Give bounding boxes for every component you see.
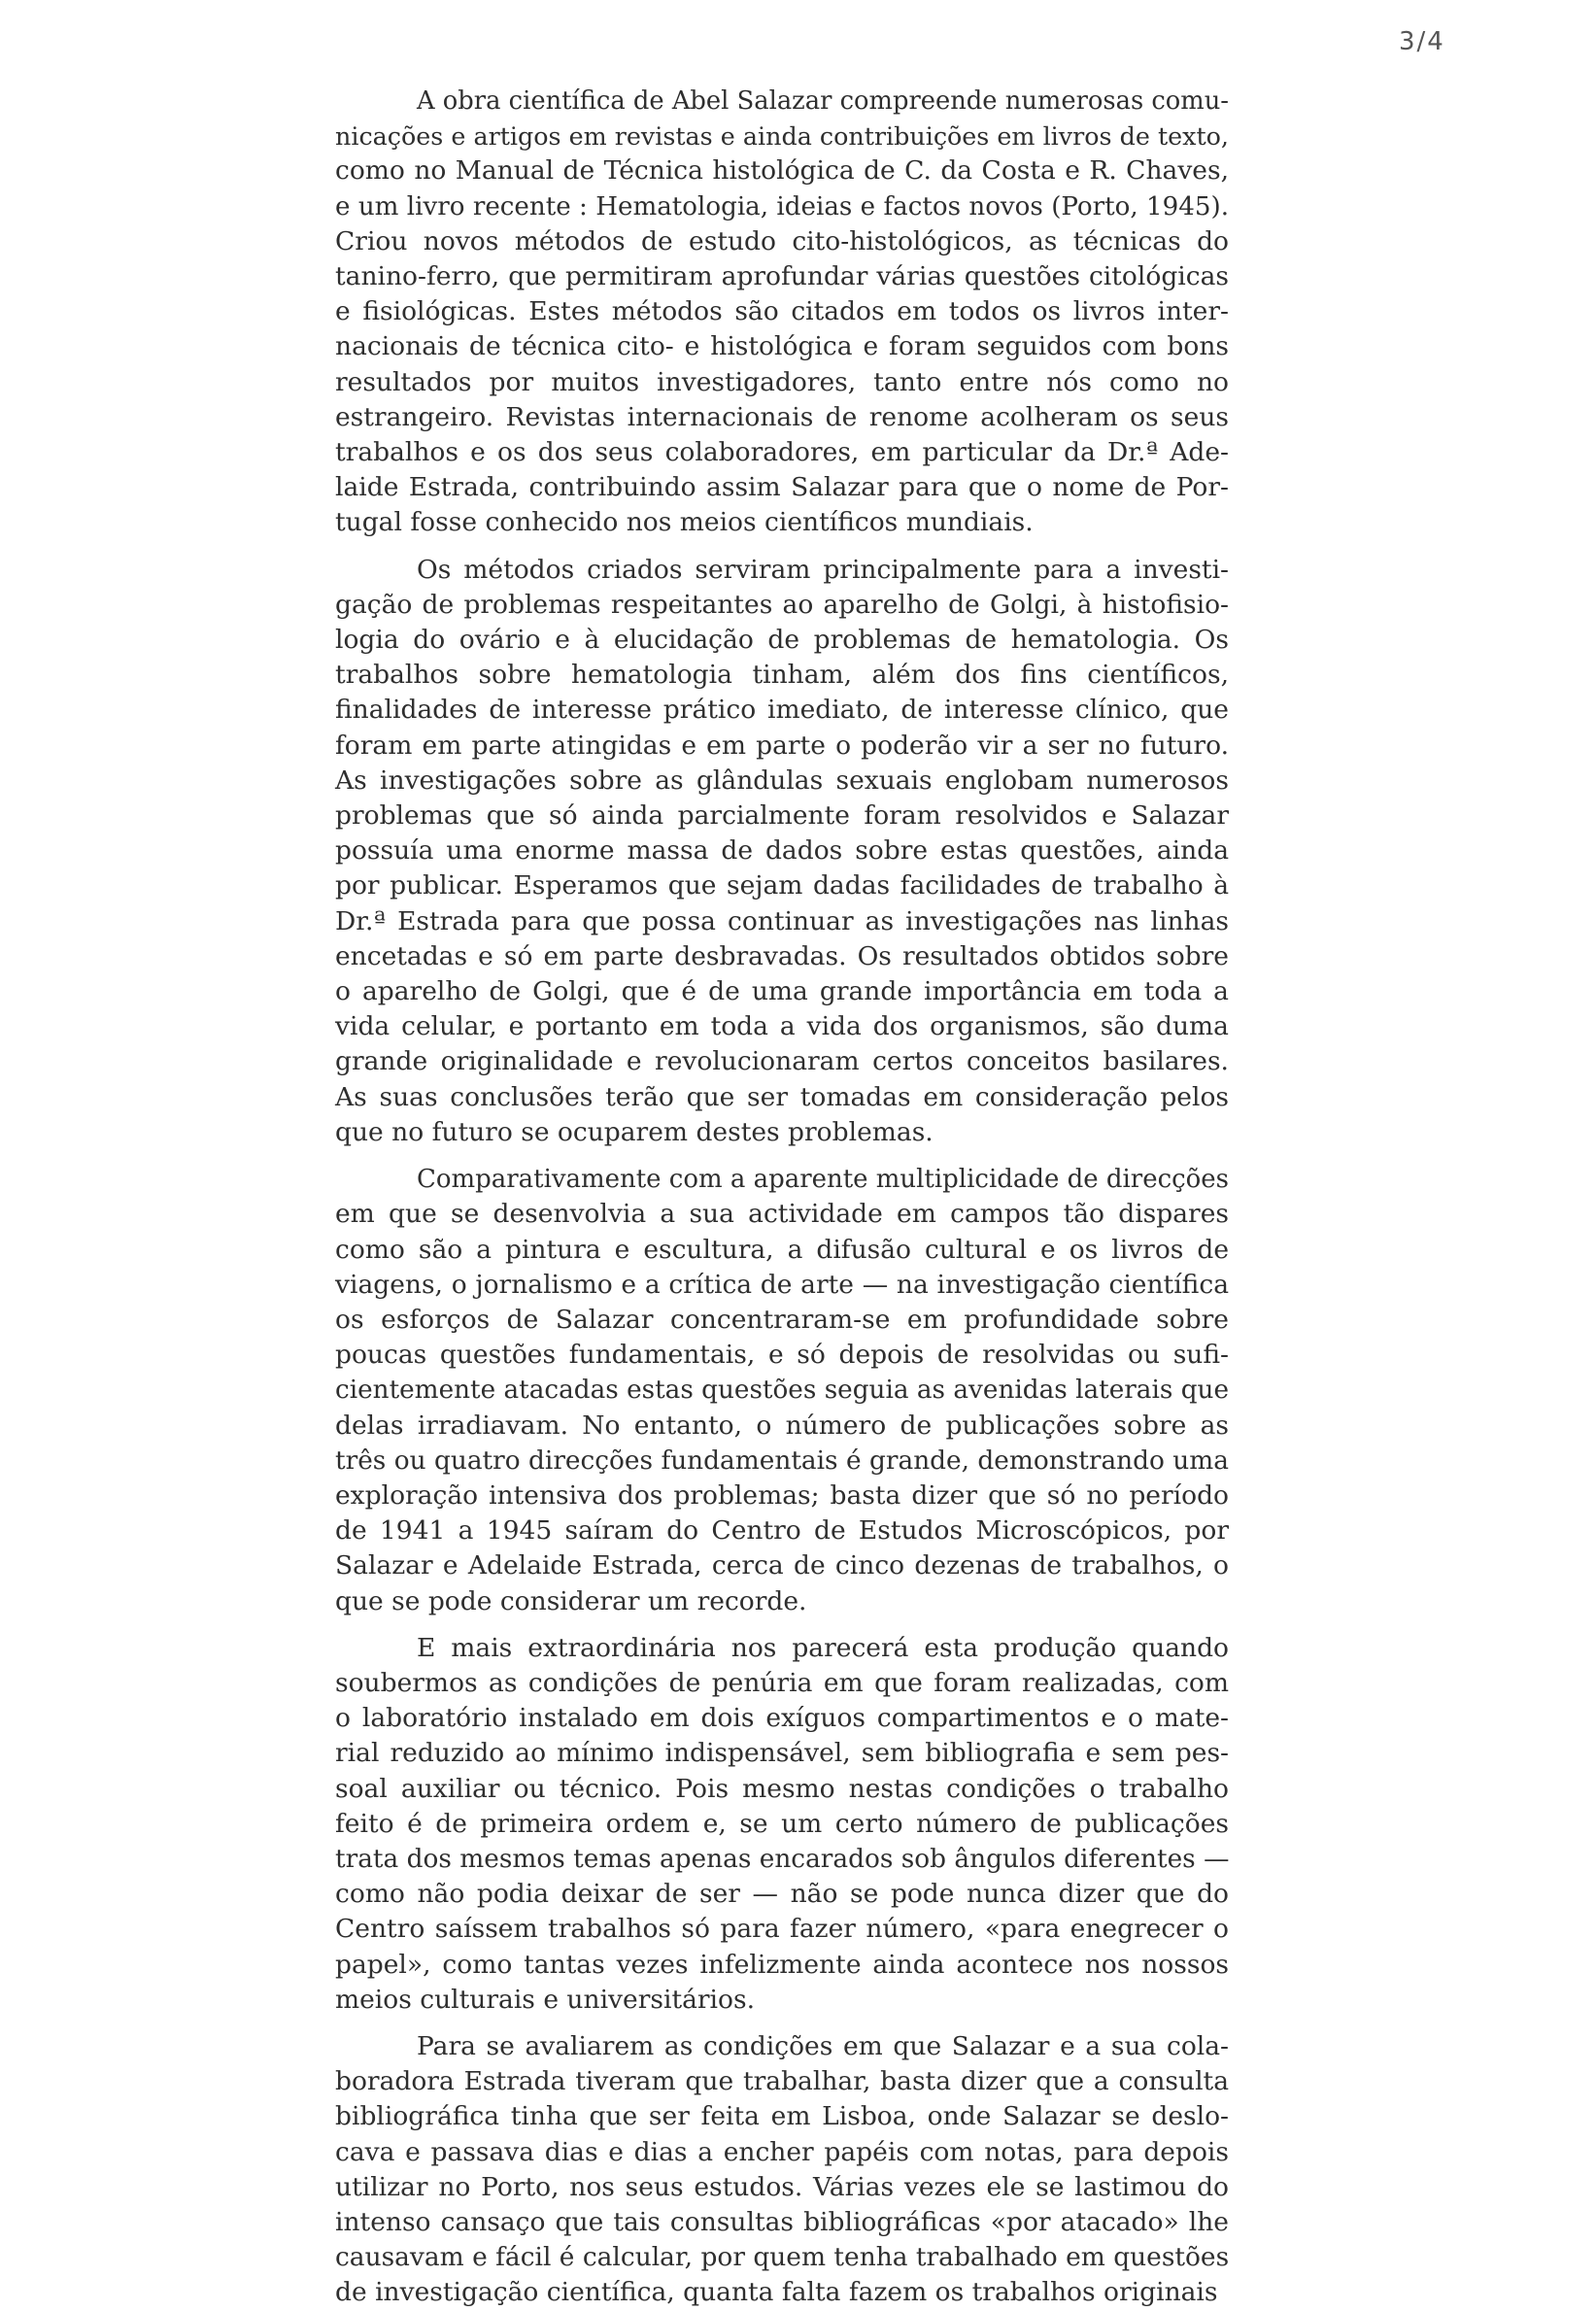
text-line: possuía uma enorme massa de dados sobre estas questões, ainda xyxy=(335,835,1229,867)
text-line: em que se desenvolvia a sua actividade em campos tão dispares xyxy=(335,1199,1229,1230)
paragraph xyxy=(335,1162,1229,1619)
text-line: delas irradiavam. No entanto, o número de publicações sobre as xyxy=(335,1410,1229,1441)
text-line: logia do ovário e à elucidação de problemas de hematologia. Os xyxy=(335,625,1229,656)
paragraph xyxy=(335,2029,1229,2311)
text-line: Dr.ª Estrada para que possa continuar as investigações nas linhas xyxy=(335,905,1229,936)
text-line: viagens, o jornalismo e a crítica de arte — na investigação científica xyxy=(335,1269,1229,1300)
text-line: Criou novos métodos de estudo cito-histológicos, as técnicas do xyxy=(335,225,1229,256)
text-line: e fisiológicas. Estes métodos são citados em todos os livros inter- xyxy=(335,296,1229,327)
text-line: tanino-ferro, que permitiram aprofundar várias questões citológicas xyxy=(335,261,1229,292)
text-line: As investigações sobre as glândulas sexuais englobam numerosos xyxy=(335,765,1229,796)
text-line: como no Manual de Técnica histológica de C. da Costa e R. Chaves, xyxy=(335,155,1229,187)
text-line: poucas questões fundamentais, e só depois de resolvidas ou sufi- xyxy=(335,1340,1229,1371)
text-line: causavam e fácil é calcular, por quem tenha trabalhado em questões xyxy=(335,2242,1230,2273)
text-line: Os métodos criados serviram principalmente para a investi- xyxy=(417,554,1229,585)
text-line: foram em parte atingidas e em parte o poderão vir a ser no futuro. xyxy=(335,730,1229,761)
text-line: laide Estrada, contribuindo assim Salazar para que o nome de Por- xyxy=(335,472,1229,503)
text-line: de 1941 a 1945 saíram do Centro de Estudos Microscópicos, por xyxy=(335,1515,1229,1546)
text-line: como não podia deixar de ser — não se pode nunca dizer que do xyxy=(335,1879,1229,1910)
text-line: boradora Estrada tiveram que trabalhar, basta dizer que a consulta xyxy=(335,2066,1229,2097)
text-line: exploração intensiva dos problemas; basta dizer que só no período xyxy=(335,1479,1229,1511)
text-line: rial reduzido ao mínimo indispensável, sem bibliografia e sem pes- xyxy=(335,1738,1229,1769)
text-line: Centro saíssem trabalhos só para fazer número, «para enegrecer o xyxy=(335,1914,1229,1945)
text-line: resultados por muitos investigadores, tanto entre nós como no xyxy=(335,366,1229,397)
text-line: Salazar e Adelaide Estrada, cerca de cinco dezenas de trabalhos, o xyxy=(335,1550,1229,1581)
page-number: 3/4 xyxy=(1399,27,1445,56)
paragraph xyxy=(335,1631,1229,2018)
text-line: meios culturais e universitários. xyxy=(335,1984,756,2015)
text-line: e um livro recente : Hematologia, ideias e factos novos (Porto, 1945). xyxy=(335,191,1229,221)
text-line: intenso cansaço que tais consultas bibliográficas «por atacado» lhe xyxy=(335,2206,1229,2237)
text-line: de investigação científica, quanta falta fazem os trabalhos originais xyxy=(335,2277,1218,2308)
text-line: soubermos as condições de penúria em que foram realizadas, com xyxy=(335,1667,1229,1698)
text-line: que no futuro se ocuparem destes problemas. xyxy=(335,1116,934,1147)
text-line: estrangeiro. Revistas internacionais de renome acolheram os seus xyxy=(335,401,1229,432)
text-line: trabalhos sobre hematologia tinham, além dos fins científicos, xyxy=(335,660,1229,691)
text-line: Para se avaliarem as condições em que Salazar e a sua cola- xyxy=(417,2030,1229,2061)
text-line: encetadas e só em parte desbravadas. Os resultados obtidos sobre xyxy=(335,940,1229,971)
text-line: os esforços de Salazar concentraram-se em profundidade sobre xyxy=(335,1304,1229,1335)
text-line: como são a pintura e escultura, a difusão cultural e os livros de xyxy=(335,1234,1229,1265)
text-line: feito é de primeira ordem e, se um certo número de publicações xyxy=(335,1808,1229,1839)
text-line: por publicar. Esperamos que sejam dadas facilidades de trabalho à xyxy=(335,870,1229,901)
text-line: grande originalidade e revolucionaram certos conceitos basilares. xyxy=(335,1046,1229,1077)
text-line: vida celular, e portanto em toda a vida dos organismos, são duma xyxy=(335,1011,1229,1042)
text-line: E mais extraordinária nos parecerá esta produção quando xyxy=(417,1632,1229,1663)
text-line: cava e passava dias e dias a encher papéis com notas, para depois xyxy=(335,2136,1229,2167)
text-line: bibliográfica tinha que ser feita em Lisboa, onde Salazar se deslo- xyxy=(335,2101,1229,2132)
document-body xyxy=(335,84,1229,2311)
text-line: que se pode considerar um recorde. xyxy=(335,1585,807,1616)
text-line: o laboratório instalado em dois exíguos compartimentos e o mate- xyxy=(335,1703,1229,1734)
text-line: papel», como tantas vezes infelizmente ainda acontece nos nossos xyxy=(335,1949,1229,1980)
paragraph xyxy=(335,553,1229,1150)
paragraph xyxy=(335,84,1229,541)
text-line: soal auxiliar ou técnico. Pois mesmo nestas condições o trabalho xyxy=(335,1773,1229,1804)
text-line: trabalhos e os dos seus colaboradores, em particular da Dr.ª Ade- xyxy=(335,437,1229,468)
text-line: As suas conclusões terão que ser tomadas em consideração pelos xyxy=(335,1081,1229,1112)
text-line: o aparelho de Golgi, que é de uma grande importância em toda a xyxy=(335,976,1229,1007)
text-line: finalidades de interesse prático imediato, de interesse clínico, que xyxy=(335,695,1229,726)
text-line: trata dos mesmos temas apenas encarados sob ângulos diferentes — xyxy=(335,1844,1230,1874)
text-line: nacionais de técnica cito- e histológica e foram seguidos com bons xyxy=(335,331,1229,362)
text-line: gação de problemas respeitantes ao aparelho de Golgi, à histofisio- xyxy=(335,589,1229,620)
text-line: utilizar no Porto, nos seus estudos. Várias vezes ele se lastimou do xyxy=(335,2171,1229,2202)
text-line: nicações e artigos em revistas e ainda contribuições em livros de texto, xyxy=(335,121,1229,152)
text-line: cientemente atacadas estas questões seguia as avenidas laterais que xyxy=(335,1376,1229,1406)
text-line: tugal fosse conhecido nos meios científicos mundiais. xyxy=(335,507,1034,538)
text-line: três ou quatro direcções fundamentais é grande, demonstrando uma xyxy=(335,1445,1229,1476)
text-line: A obra científica de Abel Salazar compreende numerosas comu- xyxy=(417,86,1229,116)
text-line: problemas que só ainda parcialmente foram resolvidos e Salazar xyxy=(335,800,1229,832)
text-line: Comparativamente com a aparente multiplicidade de direcções xyxy=(417,1165,1229,1195)
